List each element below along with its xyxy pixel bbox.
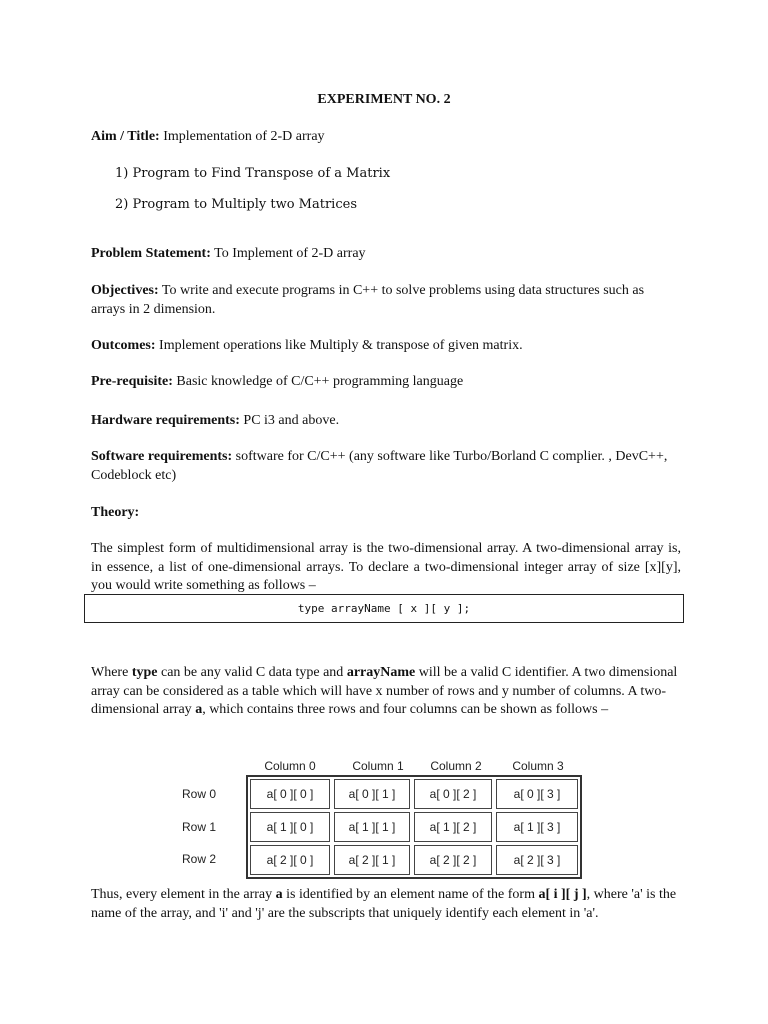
row-header: Row 1: [182, 820, 217, 834]
thus-text-1: Thus, every element in the array: [91, 887, 276, 902]
code-declaration: type arrayName [ x ][ y ];: [297, 602, 471, 615]
hardware-requirements: [91, 412, 339, 430]
objectives-text: To write and execute programs in C++ to solve problems using data structures such as arrays in 2 dimension.: [91, 283, 645, 317]
program-item-2: 2) Program to Multiply two Matrices: [115, 197, 357, 212]
page-title: EXPERIMENT NO. 2: [317, 92, 451, 107]
array-cell: a[ 0 ][ 2 ]: [414, 779, 492, 809]
software-requirements: [91, 448, 681, 485]
where-bold-type: type: [131, 665, 158, 680]
array-cell: a[ 2 ][ 1 ]: [334, 845, 410, 875]
problem-statement: [91, 245, 366, 263]
objectives-label: Objectives:: [91, 283, 159, 298]
array-cell: a[ 2 ][ 3 ]: [496, 845, 578, 875]
where-paragraph: [91, 664, 681, 720]
outcomes-label: Outcomes:: [91, 338, 156, 353]
array-figure: [170, 755, 600, 885]
where-bold-a: a: [195, 702, 203, 717]
where-text-4: , which contains three rows and four columns can be shown as follows –: [202, 702, 609, 717]
array-cell: a[ 1 ][ 1 ]: [334, 812, 410, 842]
column-header: Column 1: [352, 759, 404, 773]
problem-text: To Implement of 2-D array: [210, 246, 366, 261]
array-cell: a[ 0 ][ 3 ]: [496, 779, 578, 809]
prerequisite: [91, 373, 463, 391]
code-box: [84, 594, 684, 623]
program-item-1: 1) Program to Find Transpose of a Matrix: [115, 166, 391, 181]
aim-text: Implementation of 2-D array: [159, 129, 325, 144]
array-cell: a[ 1 ][ 2 ]: [414, 812, 492, 842]
thus-bold-aij: a[ i ][ j ]: [538, 887, 587, 902]
column-header: Column 3: [512, 759, 564, 773]
aim-line: [91, 128, 325, 146]
prereq-text: Basic knowledge of C/C++ programming language: [172, 374, 464, 389]
column-header: Column 0: [264, 759, 316, 773]
objectives: [91, 282, 681, 319]
theory-paragraph: The simplest form of multidimensional array is the two-dimensional array. A two-dimensional array is, in essence, a list of one-dimensional arrays. To declare a two-dimensional integer array of size [x][y], you would write something as follows –: [91, 541, 681, 593]
column-header: Column 2: [430, 759, 482, 773]
where-bold-arrayname: arrayName: [346, 665, 416, 680]
prereq-label: Pre-requisite:: [91, 374, 173, 389]
hardware-label: Hardware requirements:: [91, 413, 240, 428]
theory-heading: [91, 504, 139, 522]
array-cell: a[ 0 ][ 1 ]: [334, 779, 410, 809]
aim-label: Aim / Title:: [91, 129, 160, 144]
where-text-1: Where: [91, 665, 132, 680]
thus-bold-a: a: [275, 887, 283, 902]
software-label: Software requirements:: [91, 449, 233, 464]
array-cell: a[ 0 ][ 0 ]: [250, 779, 330, 809]
array-cell: a[ 2 ][ 2 ]: [414, 845, 492, 875]
array-cell: a[ 2 ][ 0 ]: [250, 845, 330, 875]
outcomes: [91, 337, 523, 355]
hardware-text: PC i3 and above.: [239, 413, 340, 428]
array-cell: a[ 1 ][ 0 ]: [250, 812, 330, 842]
array-grid: [246, 775, 582, 879]
row-header: Row 0: [182, 787, 217, 801]
thus-text-2: is identified by an element name of the form: [282, 887, 539, 902]
thus-text-3: , where 'a' is the name of the array, and 'i' and 'j' are the subscripts that uniquely identify each element in 'a'.: [91, 887, 677, 921]
where-text-3: will be a valid C identifier. A two dimensional array can be considered as a table which will have x number of rows and y number of columns. A two-dimensional array: [91, 665, 678, 717]
thus-paragraph: [91, 886, 681, 923]
row-header: Row 2: [182, 852, 217, 866]
outcomes-text: Implement operations like Multiply & transpose of given matrix.: [155, 338, 523, 353]
array-cell: a[ 1 ][ 3 ]: [496, 812, 578, 842]
theory-label: Theory:: [91, 505, 140, 520]
problem-label: Problem Statement:: [91, 246, 211, 261]
where-text-2: can be any valid C data type and: [157, 665, 347, 680]
software-text: software for C/C++ (any software like Turbo/Borland C complier. , DevC++, Codeblock etc): [91, 449, 668, 483]
